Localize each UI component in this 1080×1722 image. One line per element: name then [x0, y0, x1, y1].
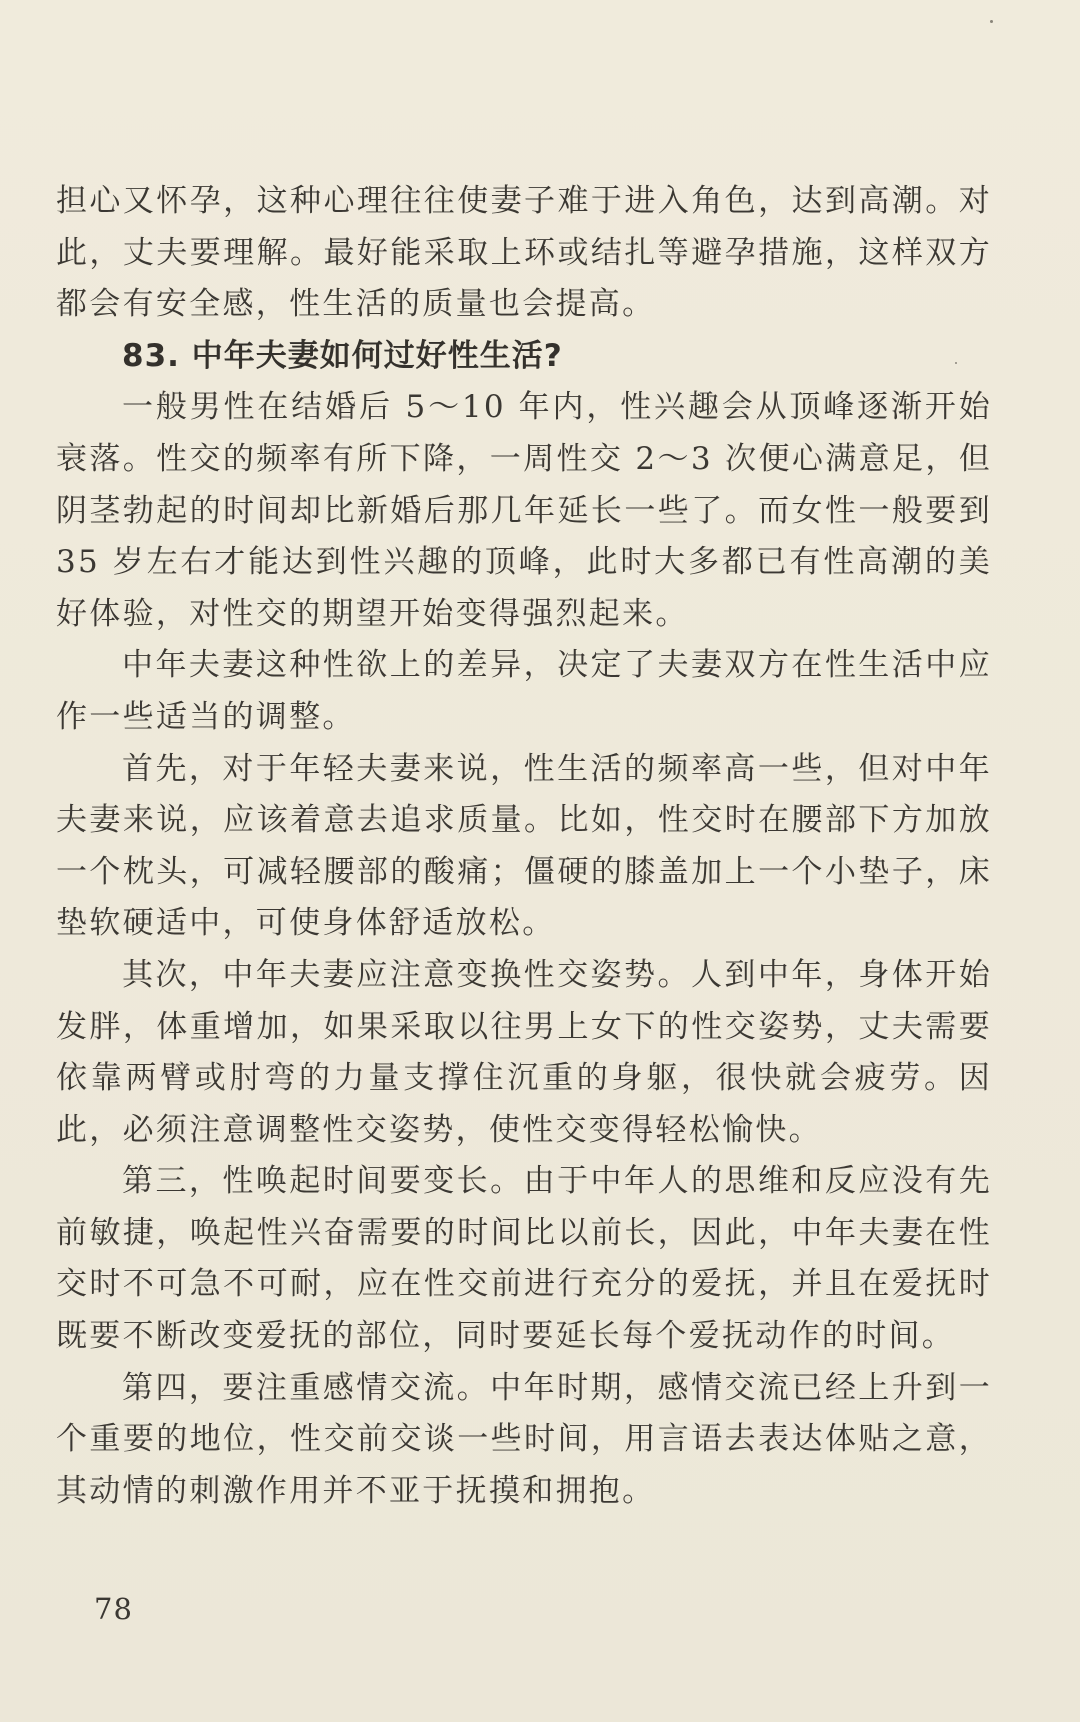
paragraph: 第三，性唤起时间要变长。由于中年人的思维和反应没有先前敏捷，唤起性兴奋需要的时间比以前长，因此，中年夫妻在性交时不可急不可耐，应在性交前进行充分的爱抚，并且在爱抚时既要不断改变爱抚的部位，同时要延长每个爱抚动作的时间。	[56, 1163, 992, 1355]
paragraph: 中年夫妻这种性欲上的差异，决定了夫妻双方在性生活中应作一些适当的调整。	[56, 647, 992, 735]
paragraph: 其次，中年夫妻应注意变换性交姿势。人到中年，身体开始发胖，体重增加，如果采取以往男上女下的性交姿势，丈夫需要依靠两臂或肘弯的力量支撑住沉重的身躯，很快就会疲劳。因此，必须注意调整性交姿势，使性交变得轻松愉快。	[56, 956, 992, 1148]
body-text	[56, 176, 992, 1517]
print-speck	[955, 362, 957, 364]
print-speck	[990, 20, 993, 23]
paragraph: 首先，对于年轻夫妻来说，性生活的频率高一些，但对中年夫妻来说，应该着意去追求质量。比如，性交时在腰部下方加放一个枕头，可减轻腰部的酸痛；僵硬的膝盖加上一个小垫子，床垫软硬适中，可使身体舒适放松。	[56, 750, 992, 942]
paragraph: 第四，要注重感情交流。中年时期，感情交流已经上升到一个重要的地位，性交前交谈一些时间，用言语去表达体贴之意，其动情的刺激作用并不亚于抚摸和拥抱。	[56, 1369, 992, 1509]
paragraph-continuation: 担心又怀孕，这种心理往往使妻子难于进入角色，达到高潮。对此，丈夫要理解。最好能采取上环或结扎等避孕措施，这样双方都会有安全感，性生活的质量也会提高。	[56, 183, 992, 323]
page-number: 78	[94, 1592, 133, 1626]
paragraph: 一般男性在结婚后 5～10 年内，性兴趣会从顶峰逐渐开始衰落。性交的频率有所下降，一周性交 2～3 次便心满意足，但阴茎勃起的时间却比新婚后那几年延长一些了。而女性一般要到 35 岁左右才能达到性兴趣的顶峰，此时大多都已有性高潮的美好体验，对性交的期望开始变得强烈起来。	[56, 389, 992, 632]
section-heading: 83. 中年夫妻如何过好性生活?	[122, 337, 563, 374]
